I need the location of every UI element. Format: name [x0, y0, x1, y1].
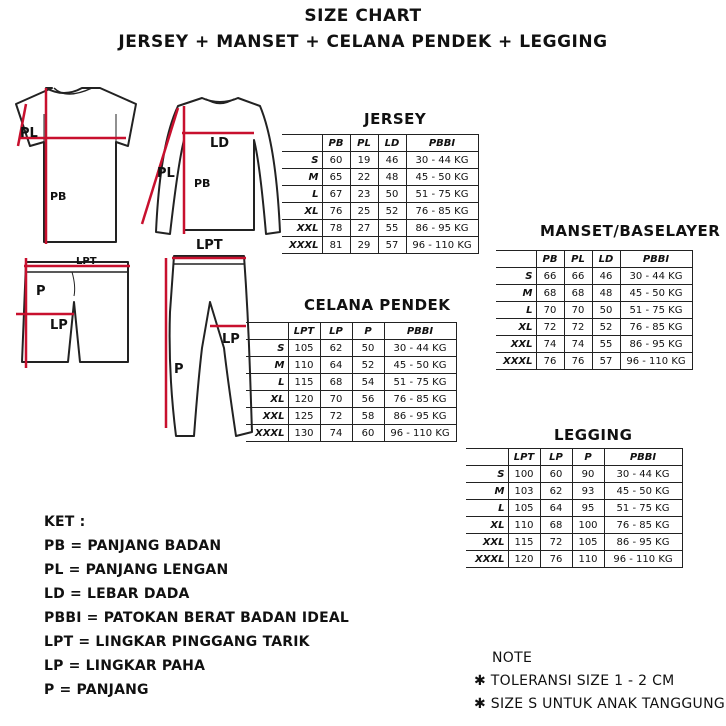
table-cell: 46 — [378, 152, 406, 169]
table-row — [466, 517, 682, 534]
size-label-cell: L — [496, 302, 536, 319]
table-row — [466, 551, 682, 568]
table-cell: 56 — [352, 391, 384, 408]
note-heading: NOTE — [492, 650, 533, 666]
longsleeve-pb-label: PB — [194, 177, 211, 190]
table-cell: 45 - 50 KG — [620, 285, 692, 302]
shorts-lpt-label: LPT — [76, 256, 97, 267]
note-line: ✱ TOLERANSI SIZE 1 - 2 CM — [474, 673, 675, 689]
column-header: LPT — [288, 323, 320, 340]
table-cell: 58 — [352, 408, 384, 425]
table-cell: 76 - 85 KG — [604, 517, 682, 534]
column-header — [496, 251, 536, 268]
legging-lpt-label: LPT — [196, 238, 223, 253]
table-cell: 105 — [508, 500, 540, 517]
table-cell: 46 — [592, 268, 620, 285]
size-label-cell: M — [466, 483, 508, 500]
table-row — [496, 285, 692, 302]
size-label-cell: XL — [496, 319, 536, 336]
asterisk-icon: ✱ — [474, 673, 487, 689]
table-cell: 120 — [288, 391, 320, 408]
table-row — [246, 425, 456, 442]
table-cell: 25 — [350, 203, 378, 220]
table-row — [282, 220, 478, 237]
table-cell: 86 - 95 KG — [604, 534, 682, 551]
table-cell: 72 — [564, 319, 592, 336]
jersey-table — [282, 134, 479, 254]
table-cell: 55 — [592, 336, 620, 353]
table-cell: 55 — [378, 220, 406, 237]
table-cell: 103 — [508, 483, 540, 500]
table-cell: 57 — [378, 237, 406, 254]
column-header: LD — [378, 135, 406, 152]
table-cell: 70 — [320, 391, 352, 408]
manset-table — [496, 250, 693, 370]
table-cell: 52 — [378, 203, 406, 220]
size-label-cell: XL — [246, 391, 288, 408]
table-cell: 30 - 44 KG — [384, 340, 456, 357]
table-cell: 86 - 95 KG — [620, 336, 692, 353]
page-subtitle: JERSEY + MANSET + CELANA PENDEK + LEGGING — [118, 32, 608, 52]
table-cell: 52 — [592, 319, 620, 336]
table-cell: 110 — [288, 357, 320, 374]
table-cell: 23 — [350, 186, 378, 203]
table-row — [496, 302, 692, 319]
table-row — [466, 466, 682, 483]
table-cell: 30 - 44 KG — [604, 466, 682, 483]
table-cell: 64 — [540, 500, 572, 517]
table-cell: 51 - 75 KG — [384, 374, 456, 391]
shorts-lp-label: LP — [50, 318, 68, 333]
table-cell: 68 — [320, 374, 352, 391]
column-header: LD — [592, 251, 620, 268]
ket-line: LD = LEBAR DADA — [44, 586, 190, 602]
table-cell: 48 — [378, 169, 406, 186]
table-cell: 30 - 44 KG — [620, 268, 692, 285]
table-cell: 60 — [322, 152, 350, 169]
table-cell: 45 - 50 KG — [406, 169, 478, 186]
table-cell: 100 — [508, 466, 540, 483]
ket-line: P = PANJANG — [44, 682, 149, 698]
manset-title: MANSET/BASELAYER — [540, 222, 721, 240]
table-cell: 110 — [508, 517, 540, 534]
table-row — [246, 374, 456, 391]
size-label-cell: XXL — [282, 220, 322, 237]
table-cell: 125 — [288, 408, 320, 425]
table-cell: 50 — [378, 186, 406, 203]
table-cell: 74 — [536, 336, 564, 353]
tshirt-illustration — [8, 84, 143, 249]
table-cell: 86 - 95 KG — [384, 408, 456, 425]
ket-line: LPT = LINGKAR PINGGANG TARIK — [44, 634, 310, 650]
table-cell: 68 — [540, 517, 572, 534]
table-cell: 67 — [322, 186, 350, 203]
column-header: PL — [350, 135, 378, 152]
size-label-cell: XXXL — [246, 425, 288, 442]
size-label-cell: XL — [466, 517, 508, 534]
table-row — [246, 408, 456, 425]
column-header: PBBI — [406, 135, 478, 152]
ket-line: PL = PANJANG LENGAN — [44, 562, 229, 578]
table-cell: 45 - 50 KG — [604, 483, 682, 500]
table-cell: 72 — [536, 319, 564, 336]
column-header: PBBI — [620, 251, 692, 268]
size-label-cell: M — [282, 169, 322, 186]
table-cell: 76 - 85 KG — [620, 319, 692, 336]
table-row — [282, 237, 478, 254]
size-label-cell: L — [282, 186, 322, 203]
table-row — [282, 186, 478, 203]
table-cell: 100 — [572, 517, 604, 534]
table-cell: 57 — [592, 353, 620, 370]
table-cell: 22 — [350, 169, 378, 186]
size-label-cell: XXXL — [282, 237, 322, 254]
size-label-cell: XXL — [496, 336, 536, 353]
table-cell: 54 — [352, 374, 384, 391]
size-label-cell: XXL — [246, 408, 288, 425]
table-cell: 120 — [508, 551, 540, 568]
column-header — [246, 323, 288, 340]
table-header-row — [246, 323, 456, 340]
tshirt-pb-label: PB — [50, 190, 67, 203]
size-label-cell: S — [466, 466, 508, 483]
table-row — [496, 319, 692, 336]
table-cell: 50 — [352, 340, 384, 357]
table-header-row — [496, 251, 692, 268]
table-row — [496, 353, 692, 370]
size-label-cell: XXXL — [496, 353, 536, 370]
column-header: PBBI — [604, 449, 682, 466]
table-cell: 86 - 95 KG — [406, 220, 478, 237]
table-cell: 29 — [350, 237, 378, 254]
ket-heading: KET : — [44, 514, 86, 530]
table-cell: 130 — [288, 425, 320, 442]
table-cell: 60 — [352, 425, 384, 442]
table-cell: 81 — [322, 237, 350, 254]
table-cell: 60 — [540, 466, 572, 483]
table-row — [282, 152, 478, 169]
table-row — [466, 534, 682, 551]
table-cell: 76 — [540, 551, 572, 568]
table-cell: 115 — [288, 374, 320, 391]
table-cell: 51 - 75 KG — [604, 500, 682, 517]
table-cell: 72 — [540, 534, 572, 551]
longsleeve-pl-label: PL — [157, 166, 175, 181]
size-label-cell: XL — [282, 203, 322, 220]
column-header: P — [352, 323, 384, 340]
table-row — [246, 340, 456, 357]
table-cell: 74 — [320, 425, 352, 442]
table-cell: 76 — [536, 353, 564, 370]
table-cell: 51 - 75 KG — [620, 302, 692, 319]
size-label-cell: XXXL — [466, 551, 508, 568]
table-cell: 30 - 44 KG — [406, 152, 478, 169]
table-cell: 50 — [592, 302, 620, 319]
table-row — [466, 500, 682, 517]
size-label-cell: S — [246, 340, 288, 357]
column-header: P — [572, 449, 604, 466]
table-row — [246, 391, 456, 408]
table-cell: 45 - 50 KG — [384, 357, 456, 374]
table-header-row — [282, 135, 478, 152]
page-title: SIZE CHART — [304, 6, 422, 26]
table-cell: 76 - 85 KG — [384, 391, 456, 408]
ket-line: LP = LINGKAR PAHA — [44, 658, 206, 674]
table-cell: 66 — [564, 268, 592, 285]
legging-title: LEGGING — [554, 426, 633, 444]
table-cell: 90 — [572, 466, 604, 483]
table-cell: 115 — [508, 534, 540, 551]
table-cell: 68 — [564, 285, 592, 302]
table-cell: 95 — [572, 500, 604, 517]
table-row — [496, 268, 692, 285]
legging-lp-label: LP — [222, 332, 240, 347]
shorts-illustration — [10, 256, 135, 376]
column-header: LP — [540, 449, 572, 466]
table-cell: 64 — [320, 357, 352, 374]
column-header: PL — [564, 251, 592, 268]
table-cell: 48 — [592, 285, 620, 302]
column-header: LP — [320, 323, 352, 340]
table-cell: 105 — [288, 340, 320, 357]
table-cell: 105 — [572, 534, 604, 551]
column-header: PB — [322, 135, 350, 152]
table-cell: 19 — [350, 152, 378, 169]
asterisk-icon: ✱ — [474, 696, 487, 712]
table-cell: 68 — [536, 285, 564, 302]
size-label-cell: M — [496, 285, 536, 302]
table-cell: 72 — [320, 408, 352, 425]
table-row — [466, 483, 682, 500]
jersey-title: JERSEY — [364, 110, 427, 128]
size-label-cell: XXL — [466, 534, 508, 551]
table-cell: 76 — [322, 203, 350, 220]
table-cell: 70 — [564, 302, 592, 319]
size-label-cell: L — [246, 374, 288, 391]
note-line: ✱ SIZE S UNTUK ANAK TANGGUNG — [474, 696, 726, 712]
column-header: PBBI — [384, 323, 456, 340]
table-cell: 96 - 110 KG — [604, 551, 682, 568]
table-cell: 51 - 75 KG — [406, 186, 478, 203]
table-cell: 62 — [540, 483, 572, 500]
ket-line: PBBI = PATOKAN BERAT BADAN IDEAL — [44, 610, 350, 626]
column-header: PB — [536, 251, 564, 268]
ket-line: PB = PANJANG BADAN — [44, 538, 222, 554]
table-cell: 27 — [350, 220, 378, 237]
column-header — [466, 449, 508, 466]
celana-title: CELANA PENDEK — [304, 296, 451, 314]
tshirt-pl-label: PL — [20, 126, 38, 141]
size-label-cell: L — [466, 500, 508, 517]
table-cell: 76 — [564, 353, 592, 370]
longsleeve-ld-label: LD — [210, 136, 230, 151]
table-cell: 96 - 110 KG — [384, 425, 456, 442]
table-cell: 96 - 110 KG — [620, 353, 692, 370]
table-cell: 66 — [536, 268, 564, 285]
table-cell: 52 — [352, 357, 384, 374]
size-label-cell: S — [282, 152, 322, 169]
table-cell: 110 — [572, 551, 604, 568]
table-header-row — [466, 449, 682, 466]
size-label-cell: S — [496, 268, 536, 285]
table-cell: 74 — [564, 336, 592, 353]
legging-table — [466, 448, 683, 568]
legging-p-label: P — [174, 362, 184, 377]
table-row — [282, 203, 478, 220]
table-cell: 76 - 85 KG — [406, 203, 478, 220]
table-cell: 96 - 110 KG — [406, 237, 478, 254]
column-header: LPT — [508, 449, 540, 466]
table-row — [282, 169, 478, 186]
column-header — [282, 135, 322, 152]
table-cell: 65 — [322, 169, 350, 186]
celana-table — [246, 322, 457, 442]
table-row — [496, 336, 692, 353]
table-cell: 62 — [320, 340, 352, 357]
size-label-cell: M — [246, 357, 288, 374]
table-cell: 78 — [322, 220, 350, 237]
table-cell: 93 — [572, 483, 604, 500]
table-cell: 70 — [536, 302, 564, 319]
table-row — [246, 357, 456, 374]
shorts-p-label: P — [36, 284, 46, 299]
